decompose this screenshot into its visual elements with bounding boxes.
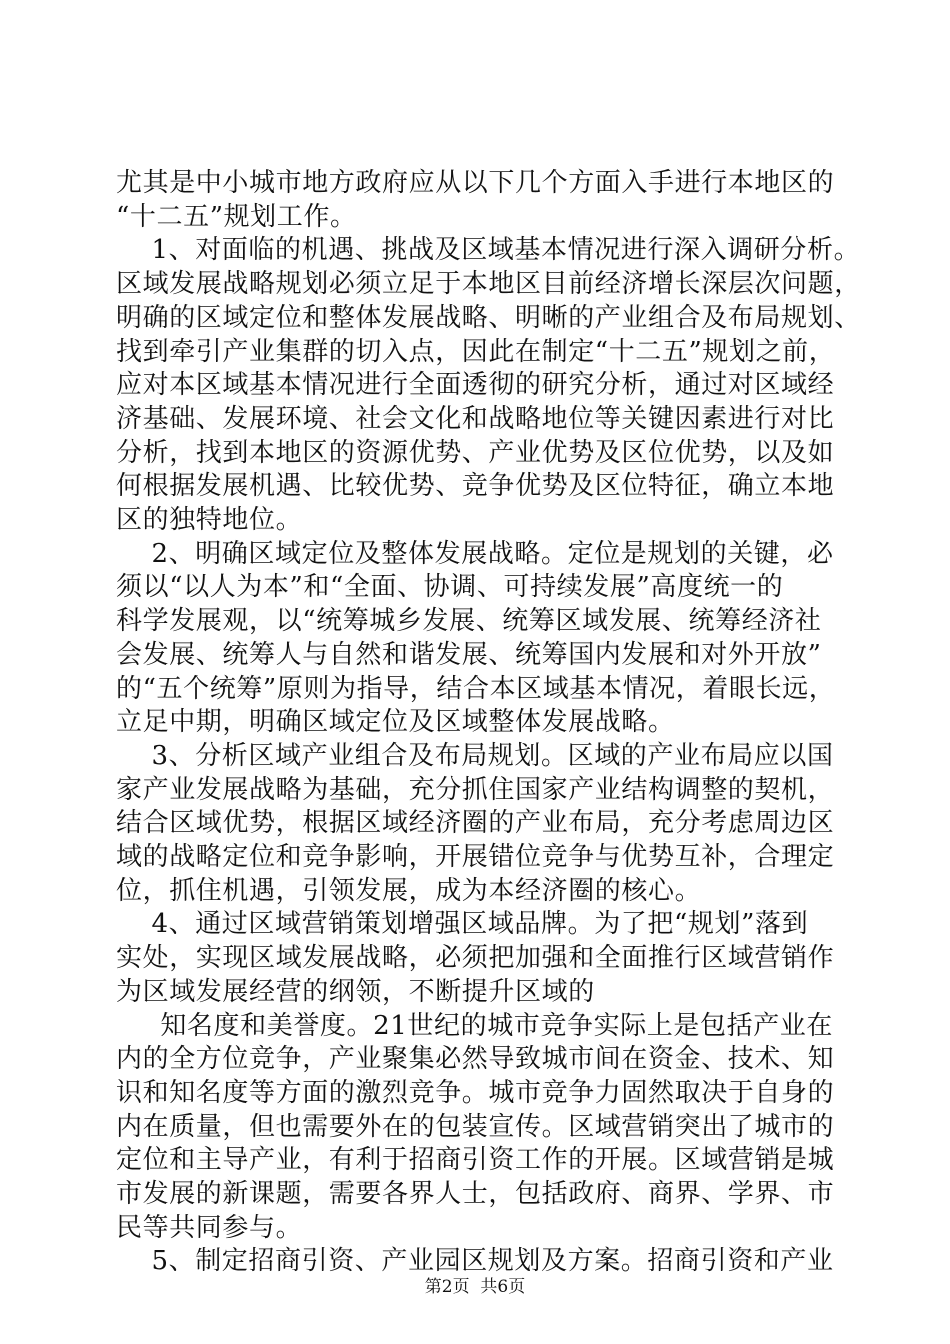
text-line: 的“五个统筹”原则为指导，结合本区域基本情况，着眼长远， bbox=[116, 674, 836, 704]
text-line: “十二五”规划工作。 bbox=[116, 202, 357, 232]
text-line: 3、分析区域产业组合及布局规划。区域的产业布局应以国 bbox=[116, 741, 834, 771]
text-line: 实处，实现区域发展战略，必须把加强和全面推行区域营销作 bbox=[116, 943, 835, 973]
text-line: 位，抓住机遇，引领发展，成为本经济圈的核心。 bbox=[116, 876, 702, 906]
text-line: 家产业发展战略为基础，充分抓住国家产业结构调整的契机， bbox=[116, 775, 835, 805]
text-line: 尤其是中小城市地方政府应从以下几个方面入手进行本地区的 bbox=[116, 168, 835, 198]
text-line: 4、通过区域营销策划增强区域品牌。为了把“规划”落到 bbox=[116, 909, 809, 939]
text-line: 应对本区域基本情况进行全面透彻的研究分析，通过对区域经 bbox=[116, 370, 835, 400]
text-line: 为区域发展经营的纲领，不断提升区域的 bbox=[116, 977, 595, 1007]
text-line: 知名度和美誉度。21世纪的城市竞争实际上是包括产业在 bbox=[116, 1011, 834, 1041]
text-line: 明确的区域定位和整体发展战略、明晰的产业组合及布局规划、 bbox=[116, 303, 861, 333]
text-line: 域的战略定位和竞争影响，开展错位竞争与优势互补，合理定 bbox=[116, 842, 835, 872]
text-line: 会发展、统筹人与自然和谐发展、统筹国内发展和对外开放” bbox=[116, 640, 822, 670]
page-footer: 第2页 共6页 bbox=[424, 1277, 526, 1297]
text-line: 定位和主导产业，有利于招商引资工作的开展。区域营销是城 bbox=[116, 1145, 835, 1175]
text-line: 民等共同参与。 bbox=[116, 1213, 303, 1243]
text-line: 内在质量，但也需要外在的包装宣传。区域营销突出了城市的 bbox=[116, 1112, 835, 1142]
text-line: 2、明确区域定位及整体发展战略。定位是规划的关键，必 bbox=[116, 539, 834, 569]
text-line: 识和知名度等方面的激烈竞争。城市竞争力固然取决于自身的 bbox=[116, 1078, 835, 1108]
text-line: 市发展的新课题，需要各界人士，包括政府、商界、学界、市 bbox=[116, 1179, 835, 1209]
text-line: 济基础、发展环境、社会文化和战略地位等关键因素进行对比 bbox=[116, 404, 835, 434]
text-line: 分析，找到本地区的资源优势、产业优势及区位优势，以及如 bbox=[116, 438, 835, 468]
text-line: 1、对面临的机遇、挑战及区域基本情况进行深入调研分析。 bbox=[116, 235, 861, 265]
text-line: 须以“以人为本”和“全面、协调、可持续发展”高度统一的 bbox=[116, 572, 784, 602]
text-line: 立足中期，明确区域定位及区域整体发展战略。 bbox=[116, 707, 675, 737]
text-line: 结合区域优势，根据区域经济圈的产业布局，充分考虑周边区 bbox=[116, 808, 835, 838]
text-line: 科学发展观，以“统筹城乡发展、统筹区域发展、统筹经济社 bbox=[116, 606, 822, 636]
text-line: 何根据发展机遇、比较优势、竞争优势及区位特征，确立本地 bbox=[116, 471, 835, 501]
text-line: 5、制定招商引资、产业园区规划及方案。招商引资和产业 bbox=[116, 1246, 834, 1276]
text-line: 找到牵引产业集群的切入点，因此在制定“十二五”规划之前， bbox=[116, 337, 836, 367]
text-line: 区的独特地位。 bbox=[116, 505, 303, 535]
text-line: 区域发展战略规划必须立足于本地区目前经济增长深层次问题， bbox=[116, 269, 861, 299]
text-line: 内的全方位竞争，产业聚集必然导致城市间在资金、技术、知 bbox=[116, 1044, 835, 1074]
